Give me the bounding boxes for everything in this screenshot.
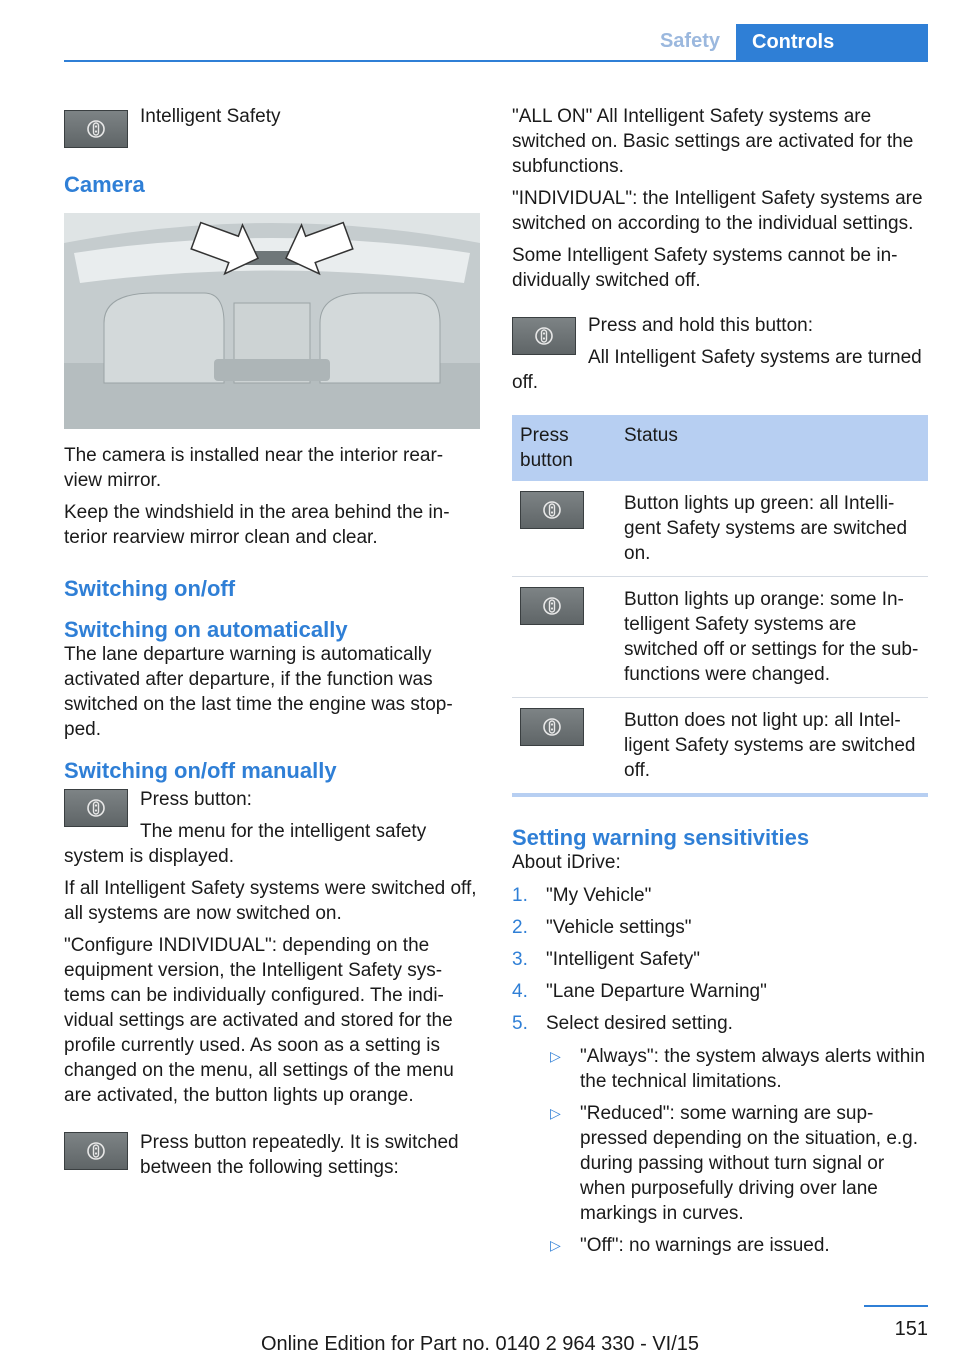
manual-menu-text: The menu for the intelligent safety system is displayed. (64, 821, 427, 867)
table-row (512, 577, 928, 698)
steps-list (512, 883, 928, 1258)
table-header-row (512, 415, 928, 481)
car-interior-illustration (64, 213, 480, 429)
hold-result-text: All Intelligent Safety systems are turned off. (512, 347, 922, 393)
step-number: 1. (512, 885, 528, 906)
table-header-press-button: Press button (512, 415, 616, 481)
page-number: 151 (894, 1318, 928, 1340)
switching-heading: Switching on/off (64, 576, 236, 601)
all-on-text: "ALL ON" All Intelligent Safety systems are switched on. Basic settings are activated for the subfunctions. (512, 106, 914, 177)
list-item (546, 1044, 928, 1094)
header-chapter-label: Controls (736, 24, 928, 60)
intelligent-safety-button-icon (64, 1132, 128, 1170)
table-cell-icon (512, 481, 616, 577)
intro-label: Intelligent Safety (140, 106, 281, 127)
step-text: "My Vehicle" (546, 885, 652, 906)
individual-text: "INDIVIDUAL": the Intelligent Safety systems are switched on according to the individual settings. (512, 188, 923, 234)
table-header-status: Status (616, 415, 928, 481)
intro-icon-row (64, 104, 480, 148)
auto-heading: Switching on automatically (64, 617, 348, 642)
footer-edition: Online Edition for Part no. 0140 2 964 330 - VI/15 (260, 1333, 700, 1355)
hold-press-label: Press and hold this button: (588, 315, 813, 336)
step-number: 3. (512, 949, 528, 970)
manual-press-label: Press button: (140, 789, 252, 810)
left-column (64, 104, 480, 1187)
cannot-text: Some Intelligent Safety systems cannot be in-dividually switched off. (512, 245, 898, 291)
repeat-icon-row (64, 1130, 480, 1180)
manual-p1: If all Intelligent Safety systems were switched off, all systems are now switched on. (64, 878, 477, 924)
table-cell-status: Button lights up green: all Intelli-gent Safety systems are switched on. (616, 481, 928, 577)
step-text: "Lane Departure Warning" (546, 981, 767, 1002)
step-number: 5. (512, 1013, 528, 1034)
step-number: 2. (512, 917, 528, 938)
step-text: Select desired setting. (546, 1013, 733, 1034)
intelligent-safety-button-icon (520, 587, 584, 625)
list-item (512, 979, 928, 1004)
camera-p2: Keep the windshield in the area behind the in-terior rearview mirror clean and clear. (64, 502, 450, 548)
intelligent-safety-button-icon (64, 110, 128, 148)
list-item (546, 1101, 928, 1226)
triangle-bullet-icon: ▷ (550, 1048, 561, 1064)
table-cell-status: Button does not light up: all Intel-ligent Safety systems are switched off. (616, 698, 928, 796)
step-text: "Vehicle settings" (546, 917, 692, 938)
table-row (512, 698, 928, 796)
intelligent-safety-button-icon (520, 491, 584, 529)
hold-icon-row (512, 313, 928, 395)
button-status-table (512, 415, 928, 797)
camera-location-illustration (64, 213, 480, 429)
intelligent-safety-button-icon (512, 317, 576, 355)
option-text: "Reduced": some warning are sup-pressed depending on the situation, e.g. during passing without turn signal or when purposefully driving over lane markings in curves. (580, 1103, 919, 1224)
page-header (64, 24, 928, 62)
repeat-press-text: Press button repeatedly. It is switched between the following settings: (140, 1132, 459, 1178)
sensitivity-heading: Setting warning sensitivities (512, 825, 810, 850)
list-item (512, 1011, 928, 1258)
intelligent-safety-button-icon (64, 789, 128, 827)
list-item (512, 883, 928, 908)
step-text: "Intelligent Safety" (546, 949, 700, 970)
right-column (512, 104, 928, 1265)
table-cell-icon (512, 698, 616, 796)
camera-p1: The camera is installed near the interior rear-view mirror. (64, 445, 444, 491)
intelligent-safety-button-icon (520, 708, 584, 746)
table-row (512, 481, 928, 577)
list-item (546, 1233, 928, 1258)
list-item (512, 915, 928, 940)
auto-paragraph: The lane departure warning is automatically activated after departure, if the function was switched on the last time the engine was stop-ped. (64, 644, 453, 740)
option-text: "Off": no warnings are issued. (580, 1235, 830, 1256)
triangle-bullet-icon: ▷ (550, 1105, 561, 1121)
manual-p2: "Configure INDIVIDUAL": depending on the equipment version, the Intelligent Safety sys-tems can be individually configured. The indi-vidual settings are activated and stored for the profile currently used. As soon as a setting is changed on the menu, all settings of the menu are activated, the button lights up orange. (64, 935, 454, 1106)
table-cell-icon (512, 577, 616, 698)
step-number: 4. (512, 981, 528, 1002)
option-text: "Always": the system always alerts within the technical limitations. (580, 1046, 926, 1092)
table-cell-status: Button lights up orange: some In-telligent Safety systems are switched off or settings for the sub-functions were changed. (616, 577, 928, 698)
footer-divider (864, 1305, 928, 1307)
about-idrive-text: About iDrive: (512, 852, 621, 873)
options-list (546, 1044, 928, 1258)
manual-heading: Switching on/off manually (64, 758, 337, 783)
camera-heading: Camera (64, 172, 145, 197)
manual-icon-row (64, 787, 480, 869)
list-item (512, 947, 928, 972)
triangle-bullet-icon: ▷ (550, 1237, 561, 1253)
header-section-label: Safety (659, 30, 720, 52)
